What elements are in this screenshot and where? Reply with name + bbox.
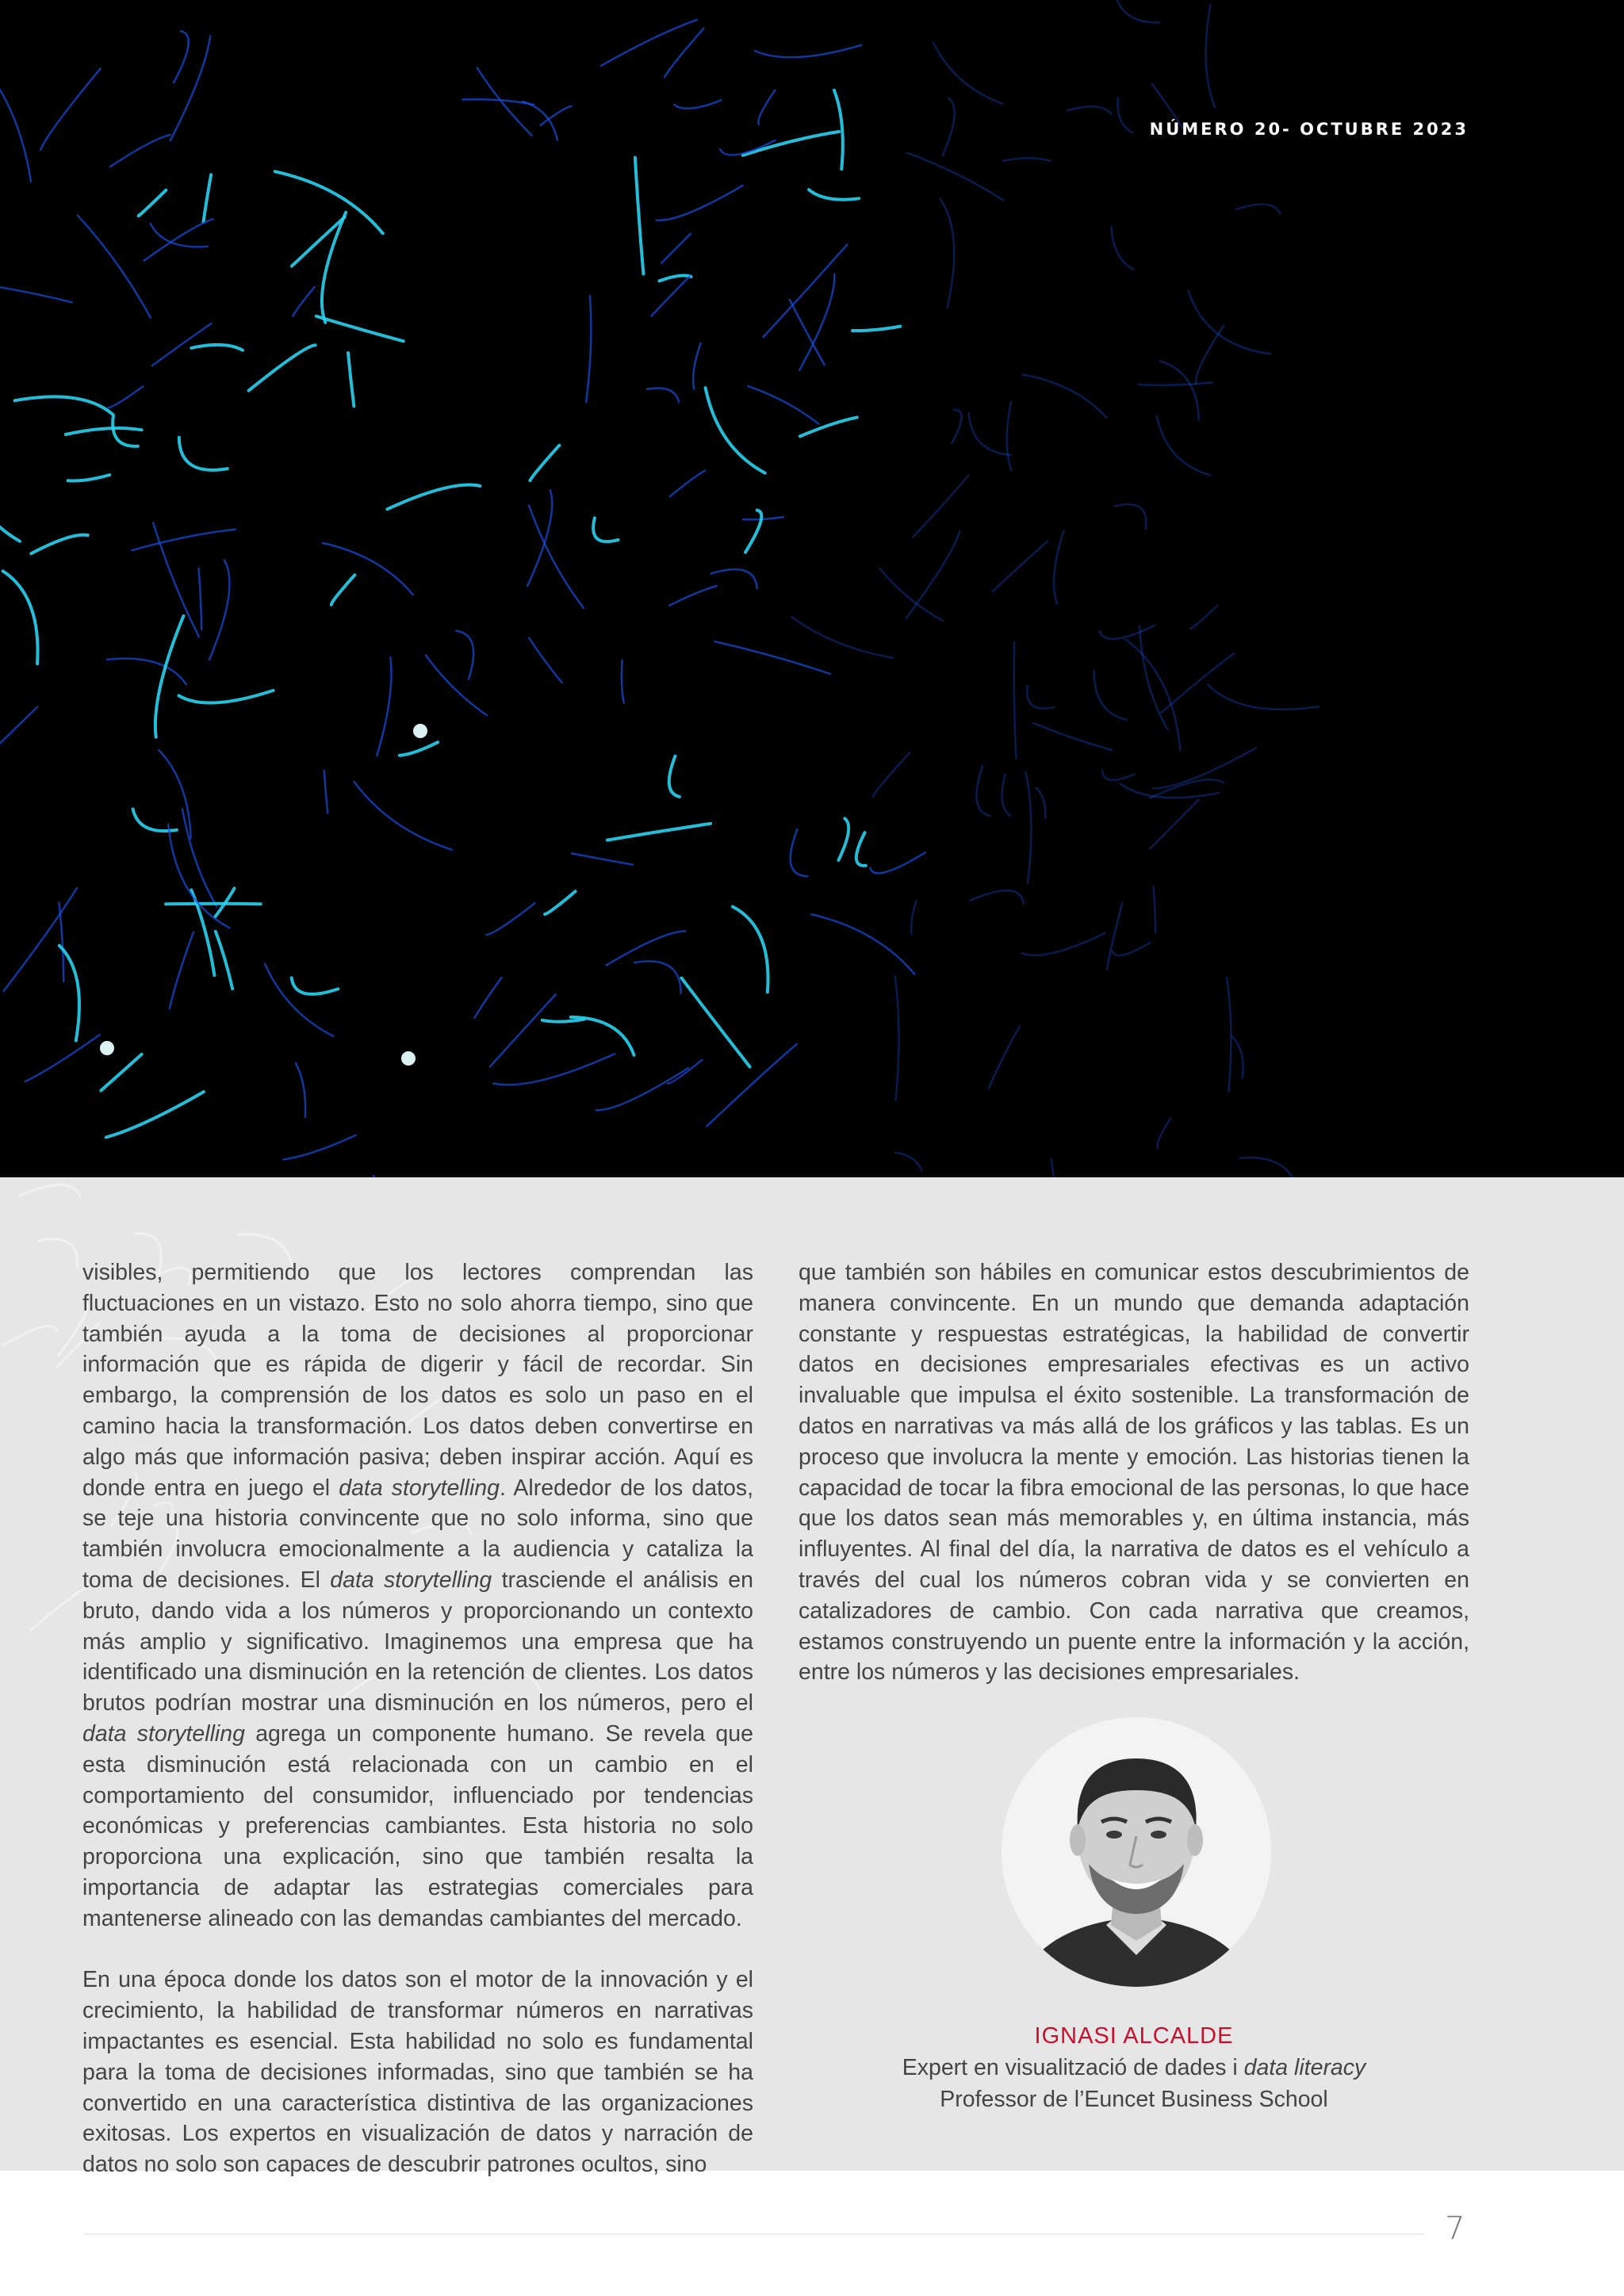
light-streak — [1196, 325, 1224, 384]
light-streak — [331, 575, 354, 605]
light-streak — [906, 531, 960, 618]
light-streak — [0, 707, 37, 759]
light-streak — [400, 742, 438, 756]
light-streak — [1150, 779, 1224, 798]
light-streak — [199, 568, 202, 629]
light-streak — [68, 475, 110, 481]
light-streak — [323, 543, 413, 595]
light-streak — [969, 413, 1012, 455]
light-streak — [0, 440, 20, 541]
author-affiliation: Professor de l’Euncet Business School — [940, 2087, 1328, 2112]
light-streak — [523, 101, 557, 140]
light-streak — [462, 99, 534, 105]
light-streak — [113, 415, 138, 446]
light-streak — [1157, 416, 1210, 475]
author-name: IGNASI ALCALDE — [1034, 2023, 1234, 2049]
light-glow — [413, 724, 427, 738]
light-streak — [799, 274, 834, 370]
light-streak — [634, 961, 681, 993]
light-streak — [743, 517, 783, 519]
light-streak — [292, 978, 339, 994]
light-streak — [133, 809, 177, 832]
light-streak — [1206, 5, 1216, 107]
emphasis-term: data storytelling — [330, 1567, 492, 1593]
light-streak — [1107, 903, 1123, 970]
light-streak — [940, 199, 955, 308]
light-streak — [474, 978, 501, 1018]
light-streak — [976, 766, 990, 817]
faded-streak — [38, 1239, 78, 1269]
author-block — [799, 2020, 1469, 2115]
light-streak — [993, 541, 1048, 591]
light-streak — [1160, 362, 1199, 420]
light-streak — [669, 586, 716, 606]
light-streak — [209, 560, 230, 660]
light-streak — [170, 932, 193, 1008]
light-streak — [377, 657, 391, 756]
light-streak — [486, 903, 534, 935]
light-streak — [601, 20, 697, 66]
light-streak — [1112, 227, 1134, 270]
light-streak — [529, 638, 562, 683]
light-streak — [907, 153, 1004, 201]
light-streak — [426, 655, 487, 715]
light-streak — [106, 1092, 204, 1137]
light-streak — [0, 286, 72, 302]
light-streak — [856, 832, 866, 866]
light-streak — [31, 535, 87, 554]
article-paragraph: visibles, permitiendo que los lectores comprendan las fluctuaciones en un vistazo. Esto no solo ahorra tiempo, sino que también ayuda a la toma de decisiones al proporcionar información que es rápida de digerir y fácil de recordar. Sin embargo, la comprensión de los datos es solo un paso en el camino hacia la transformación. Los datos deben convertirse en algo más que información pasiva; deben inspirar acción. Aquí es donde entra en juego el data storytelling. Alrededor de los datos, se teje una historia convincente que no solo informa, sino que también involucra emocionalmente a la audiencia y cataliza la toma de decisiones. El data storytelling trasciende el análisis en bruto, dando vida a los números y proporcionando un contexto más amplio y significativo. Imaginemos una empresa que ha identificado una disminución en la retención de clientes. Los datos brutos podrían mostrar una disminución en los números, pero el data storytelling agrega un componente humano. Se revela que esta disminución está relacionada con un cambio en el comportamiento del consumidor, influenciado por tendencias económicas y preferencias cambiantes. Esta historia no solo proporciona una explicación, sino que también resalta la importancia de adaptar las estrategias comerciales para mantenerse alineado con las demandas cambiantes del mercado. — [82, 1260, 753, 1931]
light-streak — [151, 224, 208, 247]
light-streak — [943, 98, 955, 155]
light-streak — [170, 36, 211, 140]
light-streak — [25, 1035, 100, 1081]
light-streak — [652, 276, 690, 316]
light-streak — [101, 1054, 141, 1091]
light-streak — [988, 1026, 1019, 1089]
light-streak — [1051, 1159, 1078, 1177]
light-streak — [456, 631, 473, 679]
light-streak — [834, 90, 843, 169]
light-streak — [1157, 1119, 1170, 1148]
light-streak — [1067, 106, 1112, 114]
light-streak — [1023, 375, 1107, 418]
light-streak — [249, 345, 316, 390]
light-streak — [107, 659, 186, 685]
light-streak — [493, 1054, 615, 1085]
light-streak — [1153, 748, 1256, 788]
light-streak — [1115, 504, 1146, 529]
light-streak — [913, 476, 968, 538]
light-streak — [3, 571, 38, 664]
light-streak — [0, 88, 31, 182]
light-streak — [139, 190, 167, 216]
light-streak — [66, 428, 142, 434]
light-streak — [191, 345, 243, 350]
light-streak — [545, 891, 575, 914]
light-streak — [852, 327, 900, 331]
light-streak — [110, 135, 170, 166]
light-glow — [100, 1041, 114, 1055]
light-streak — [764, 244, 848, 337]
light-streak — [348, 353, 354, 406]
light-streak — [529, 506, 584, 609]
author-role: Expert en visualització de dades i data literacy — [902, 2055, 1366, 2080]
light-streak — [293, 287, 315, 316]
light-streak — [933, 43, 1003, 104]
light-streak — [880, 568, 944, 621]
light-streak — [714, 641, 829, 674]
light-glow — [401, 1051, 416, 1066]
light-streak — [596, 1068, 688, 1110]
light-streak — [1150, 800, 1199, 849]
light-streak — [1014, 643, 1017, 760]
light-streak — [324, 771, 328, 813]
light-streak — [283, 1135, 355, 1160]
light-streak — [132, 530, 236, 551]
light-streak — [216, 932, 232, 989]
light-streak — [59, 903, 63, 982]
light-streak — [669, 756, 680, 797]
light-streak — [791, 617, 893, 658]
article-column-right — [799, 1257, 1469, 1719]
light-streak — [743, 132, 839, 155]
light-streak — [182, 809, 216, 906]
light-streak — [895, 1153, 922, 1171]
light-streak — [275, 171, 383, 233]
light-streak — [1102, 771, 1135, 780]
light-streak — [490, 994, 556, 1066]
light-streak — [1054, 530, 1064, 603]
light-streak — [607, 824, 710, 840]
light-streak — [1026, 772, 1032, 883]
light-streak — [354, 782, 452, 850]
light-streak — [586, 296, 591, 402]
light-streak — [316, 316, 404, 342]
light-streak — [40, 68, 101, 150]
article-paragraph: que también son hábiles en comunicar estos descubrimientos de manera convincente. En un mundo que demanda adaptación constante y respuestas estratégicas, la habilidad de convertir datos en decisiones empresariales efectivas es un activo invaluable que impulsa el éxito sostenible. La transformación de datos en narrativas va más allá de los gráficos y las tablas. Es un proceso que involucra la mente y emoción. Las historias tienen la capacidad de tocar la fibra emocional de las personas, lo que hace que los datos sean más memorables y, en última instancia, más influyentes. Al final del día, la narrativa de datos es el vehículo a través del cual los números cobran vida y se convierten en catalizadores de cambio. Con cada narrativa que creamos, estamos construyendo un puente entre la información y la acción, entre los números y las decisiones empresariales. — [799, 1260, 1469, 1686]
light-streak — [1094, 671, 1128, 720]
light-streak — [166, 904, 261, 905]
light-streak — [530, 446, 559, 481]
light-streak — [665, 29, 703, 78]
article-column-left — [82, 1257, 753, 2211]
light-streak — [15, 396, 113, 413]
light-streak — [174, 31, 189, 82]
light-streak — [733, 907, 768, 993]
light-streak — [1003, 158, 1051, 161]
article-paragraph: En una época donde los datos son el motor de la innovación y el crecimiento, la habilidad de transformar números en narrativas impactantes es esencial. Esta habilidad no solo es fundamental para la toma de decisiones informadas, sino que también se ha convertido en una característica distintiva de las organizaciones exitosas. Los expertos en visualización de datos y narración de datos no solo son capaces de descubrir patrones ocultos, sino — [82, 1967, 753, 2178]
light-streak — [755, 45, 861, 58]
light-streak — [1239, 1158, 1293, 1177]
light-streak — [970, 890, 1024, 904]
light-streak — [292, 217, 345, 266]
light-streak — [668, 1060, 703, 1084]
light-streak — [670, 471, 705, 496]
light-streak — [839, 818, 849, 860]
light-streak — [1190, 606, 1217, 629]
light-streak — [1033, 723, 1112, 750]
light-streak — [1113, 943, 1150, 955]
author-portrait — [1002, 1717, 1271, 1987]
light-streak — [1154, 887, 1156, 932]
light-streak — [1236, 205, 1280, 214]
light-streak — [674, 100, 721, 109]
light-streak — [1036, 788, 1046, 819]
light-streak — [179, 691, 274, 703]
light-streak — [1117, 98, 1132, 132]
faded-streak — [2, 1326, 57, 1346]
light-streak — [870, 852, 925, 873]
light-streak — [542, 1020, 584, 1022]
light-streak — [911, 901, 916, 934]
light-streak — [1139, 626, 1167, 729]
light-streak — [108, 386, 144, 408]
author-photo — [1002, 1717, 1271, 1987]
light-streak — [571, 1017, 634, 1055]
light-streak — [78, 216, 151, 318]
light-streak — [873, 752, 910, 797]
light-streak — [622, 660, 624, 703]
light-streak — [693, 343, 701, 389]
light-streak — [1022, 933, 1105, 955]
light-streak — [657, 186, 743, 220]
light-streak — [791, 829, 808, 876]
light-streak — [527, 490, 552, 586]
light-streak — [706, 388, 765, 473]
emphasis-term: data literacy — [1243, 2055, 1366, 2080]
footer-divider — [84, 2233, 1424, 2235]
light-streak — [895, 976, 899, 1100]
light-streak — [572, 853, 633, 864]
light-streak — [1139, 383, 1212, 385]
light-streak — [593, 518, 618, 541]
light-streak — [1208, 685, 1318, 710]
faded-streak — [19, 1184, 80, 1197]
light-streak — [1113, 0, 1159, 23]
page-number: 7 — [1445, 2210, 1465, 2247]
light-streak — [1027, 686, 1054, 709]
light-streak — [707, 1044, 797, 1127]
emphasis-term: data storytelling — [339, 1475, 500, 1501]
light-streak — [144, 219, 213, 260]
light-streak — [711, 569, 757, 588]
light-streak — [4, 888, 77, 991]
light-streak — [1232, 1036, 1243, 1077]
issue-label: NÚMERO 20- OCTUBRE 2023 — [1149, 120, 1469, 139]
light-streak — [1002, 775, 1010, 816]
light-streak — [811, 914, 914, 974]
light-streak — [1227, 978, 1231, 1091]
light-streak — [265, 964, 333, 1036]
light-streak — [661, 234, 691, 263]
light-streak — [179, 438, 228, 470]
light-streak — [647, 388, 679, 402]
light-streak — [952, 410, 961, 443]
light-streak — [635, 158, 644, 274]
light-streak — [809, 189, 859, 199]
light-streak — [607, 931, 686, 965]
light-streak — [1189, 291, 1270, 354]
light-streak — [296, 1063, 305, 1117]
light-streak — [204, 175, 212, 222]
light-streak — [387, 485, 480, 510]
emphasis-term: data storytelling — [82, 1720, 245, 1747]
light-streak — [1100, 626, 1155, 639]
light-streak — [748, 386, 818, 424]
light-streak — [745, 511, 761, 553]
light-streak — [681, 978, 749, 1067]
light-streak — [1007, 402, 1012, 471]
light-streak — [1162, 653, 1235, 713]
faded-streak — [30, 1587, 90, 1631]
light-streak — [758, 90, 775, 124]
light-streak — [800, 417, 857, 436]
